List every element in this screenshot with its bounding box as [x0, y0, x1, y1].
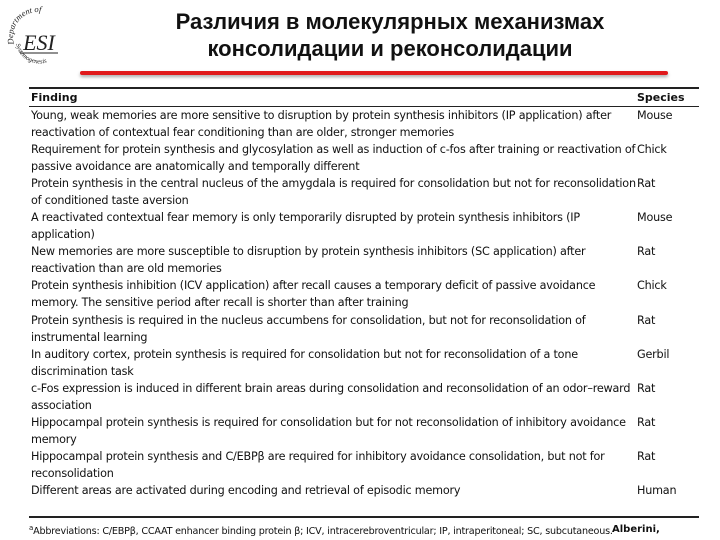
findings-table	[29, 87, 699, 537]
logo-bottom-text: Systemogenesis	[14, 42, 48, 66]
species-cell: Gerbil	[637, 347, 670, 361]
species-cell: Rat	[637, 245, 656, 259]
table-row	[29, 209, 699, 243]
finding-cell: Requirement for protein synthesis and glycosylation as well as induction of c-fos after training or reactivation of passive avoidance are anatomically and temporally different	[31, 143, 636, 174]
title-underline	[80, 71, 668, 75]
table-row	[29, 107, 699, 141]
species-cell: Rat	[637, 177, 656, 191]
esi-department-logo	[4, 4, 72, 72]
finding-cell: Different areas are activated during encoding and retrieval of episodic memory	[31, 484, 461, 498]
finding-cell: Protein synthesis inhibition (ICV application) after recall causes a temporary deficit of passive avoidance memory. The sensitive period after recall is shorter than after training	[31, 279, 596, 310]
species-cell: Chick	[637, 279, 667, 293]
species-cell: Chick	[637, 143, 667, 157]
finding-cell: Protein synthesis is required in the nucleus accumbens for consolidation, but not for reconsolidation of instrumental learning	[31, 313, 586, 344]
table-row	[29, 380, 699, 414]
finding-cell: Protein synthesis in the central nucleus of the amygdala is required for consolidation but not for reconsolidation of conditioned taste aversion	[31, 177, 636, 208]
finding-cell: Hippocampal protein synthesis is required for consolidation but for not reconsolidation of inhibitory avoidance memory	[31, 415, 626, 446]
table-bottom-rule	[29, 516, 699, 518]
table-body	[29, 107, 699, 516]
species-cell: Rat	[637, 313, 656, 327]
slide-title-line1: Различия в молекулярных механизмах	[175, 9, 605, 34]
footnote-mark: a	[29, 524, 34, 533]
table-row	[29, 175, 699, 209]
slide-title	[120, 8, 660, 62]
table-footnote	[29, 524, 699, 537]
species-cell: Rat	[637, 415, 656, 429]
finding-cell: A reactivated contextual fear memory is only temporarily disrupted by protein synthesis inhibitors (IP application)	[31, 211, 580, 242]
footnote-text: Abbreviations: C/EBPβ, CCAAT enhancer binding protein β; ICV, intracerebroventricular; IP, intraperitoneal; SC, subcutaneous.	[33, 526, 613, 538]
species-cell: Human	[637, 484, 677, 498]
slide-title-line2: консолидации и реконсолидации	[207, 36, 573, 61]
table-row	[29, 243, 699, 277]
table-row	[29, 277, 699, 311]
species-cell: Mouse	[637, 109, 673, 122]
table-header	[29, 89, 699, 106]
finding-cell: c-Fos expression is induced in different brain areas during consolidation and reconsolidation of an odor–reward association	[31, 381, 631, 412]
table-row	[29, 141, 699, 175]
table-row	[29, 312, 699, 346]
species-cell: Rat	[637, 381, 656, 395]
logo-top-text: Department of	[4, 4, 42, 46]
table-row	[29, 414, 699, 448]
finding-cell: In auditory cortex, protein synthesis is required for consolidation but not for reconsolidation of a tone discrimination task	[31, 347, 578, 378]
finding-cell: New memories are more susceptible to disruption by protein synthesis inhibitors (SC application) after reactivation than are old memories	[31, 245, 586, 276]
species-cell: Mouse	[637, 211, 673, 225]
species-cell: Rat	[637, 449, 656, 463]
table-row	[29, 346, 699, 380]
header-finding: Finding	[31, 91, 78, 104]
finding-cell: Young, weak memories are more sensitive to disruption by protein synthesis inhibitors (IP application) after reactivation of contextual fear conditioning than are older, stronger memories	[31, 109, 612, 139]
header-species: Species	[637, 91, 685, 104]
author-credit: Alberini,	[612, 524, 660, 535]
table-row	[29, 482, 699, 516]
table-row	[29, 448, 699, 482]
finding-cell: Hippocampal protein synthesis and C/EBPβ are required for inhibitory avoidance consolidation, but not for reconsolidation	[31, 449, 605, 480]
logo-center-text: ESI	[23, 30, 55, 55]
